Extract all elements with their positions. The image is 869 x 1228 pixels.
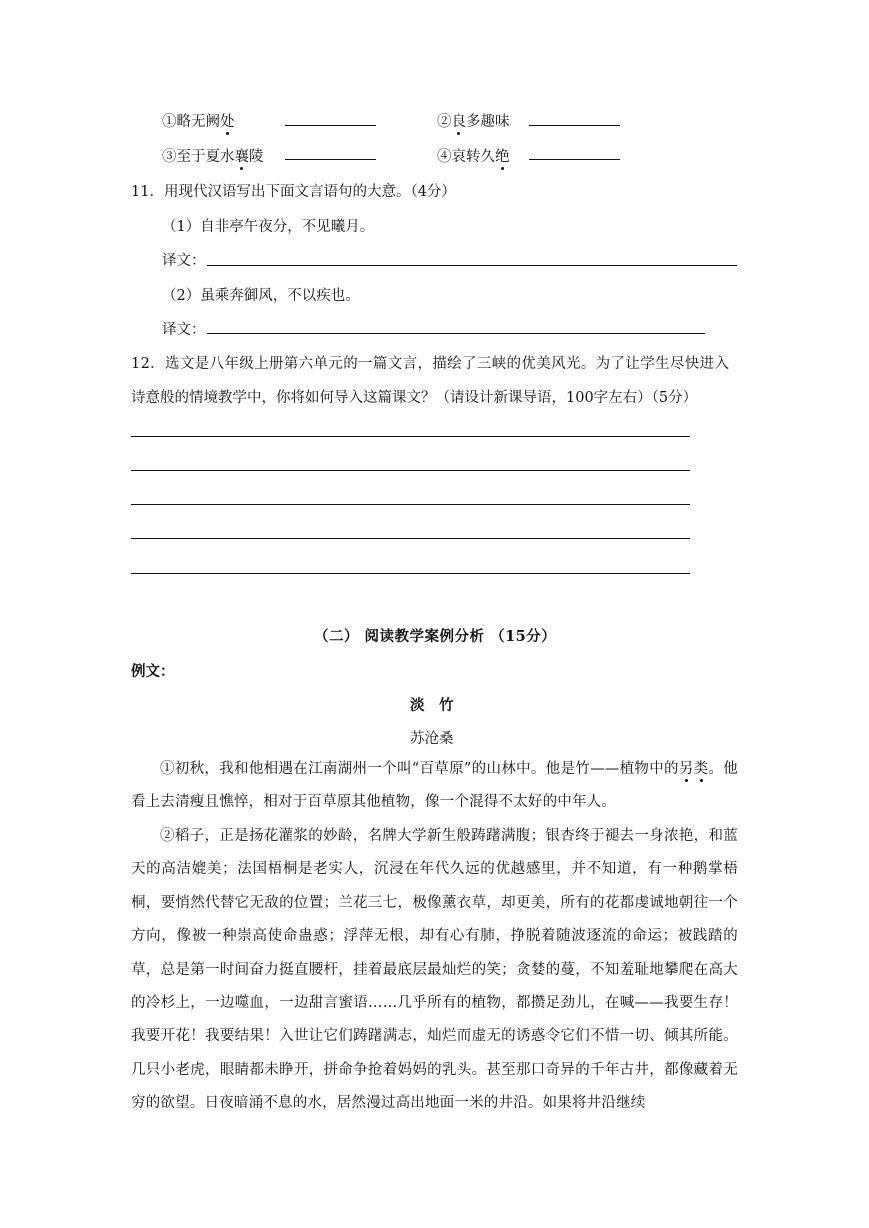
vocab-item-4-dotted: 绝 [495,149,510,165]
answer-line-5[interactable] [131,573,690,574]
article-title: 淡 竹 [410,697,454,714]
vocab-answer-blank-2[interactable] [529,125,620,126]
vocab-answer-blank-3[interactable] [285,159,376,160]
translation-answer-line-1[interactable] [207,265,737,266]
question-11-sentence-1: （1）自非亭午夜分，不见曦月。 [162,219,375,235]
vocab-item-1 [162,110,235,131]
vocab-item-2: ②良多趣味 [437,114,510,130]
translation-answer-line-2[interactable] [207,333,705,334]
vocab-item-1-dotted: 处 [220,114,235,130]
translation-label-1: 译文： [162,253,206,269]
article-author: 苏沧桑 [410,731,454,747]
example-label: 例文： [131,663,175,680]
section-heading: （二） 阅读教学案例分析 （15分） [314,628,557,645]
question-11-title: 11．用现代汉语写出下面文言语句的大意。（4分） [131,184,456,200]
question-12-line-1: 12．选文是八年级上册第六单元的一篇文言，描绘了三峡的优美风光。为了让学生尽快进入 [131,356,730,372]
vocab-item-2-dotted: 良 [451,114,466,130]
translation-label-2: 译文： [162,322,206,338]
answer-line-2[interactable] [131,470,690,471]
vocab-item-3: ③至于夏水襄陵 [162,149,264,165]
vocab-item-1-text: ①略无阙 [162,114,220,130]
vocab-answer-blank-1[interactable] [285,125,376,126]
article-paragraph-2: ②稻子，正是扬花灌浆的妙龄，名牌大学新生般踌躇满腹；银杏终于褪去一身浓艳，和蓝天的高洁媲美；法国梧桐是老实人，沉浸在年代久远的优越感里，并不知道，有一种鹅掌梧桐，要悄然代替它无敌的位置；兰花三七，极像薰衣草，却更美，所有的花都虔诚地朝往一个方向，像被一种崇高使命蛊惑；浮萍无根，却有心有肺，挣脱着随波逐流的命运；被践踏的草，总是第一时间奋力挺直腰杆，挂着最底层最灿烂的笑；贪婪的蔓，不知羞耻地攀爬在高大的冷杉上，一边噬血，一边甜言蜜语……几乎所有的植物，都攒足劲儿，在喊——我要生存！我要开花！我要结果！入世让它们踌躇满志，灿烂而虚无的诱惑令它们不惜一切、倾其所能。几只小老虎，眼睛都未睁开，拼命争抢着妈妈的乳头。甚至那口奇异的千年古井，都像藏着无穷的欲望。日夜暗涌不息的水，居然漫过高出地面一米的井沿。如果将井沿继续 [131,828,738,1112]
vocab-item-3-dotted: 襄 [234,149,249,165]
vocab-answer-blank-4[interactable] [529,159,620,160]
question-11-sentence-2: （2）虽乘奔御风，不以疾也。 [162,288,360,304]
emphasis-dot-1: 另 [678,761,694,777]
answer-line-3[interactable] [131,504,690,505]
vocab-item-4: ④哀转久绝 [437,149,510,165]
emphasis-dot-2: 类 [693,761,709,777]
article-paragraph-1: ①初秋，我和他相遇在江南湖州一个叫“百草原”的山林中。他是竹——植物中的另类。他看上去清瘦且憔悴，相对于百草原其他植物，像一个混得不太好的中年人。 [131,761,738,811]
question-12-line-2: 诗意般的情境教学中，你将如何导入这篇课文？（请设计新课导语，100字左右）（5分） [131,390,698,406]
answer-line-4[interactable] [131,538,690,539]
answer-line-1[interactable] [131,436,690,437]
